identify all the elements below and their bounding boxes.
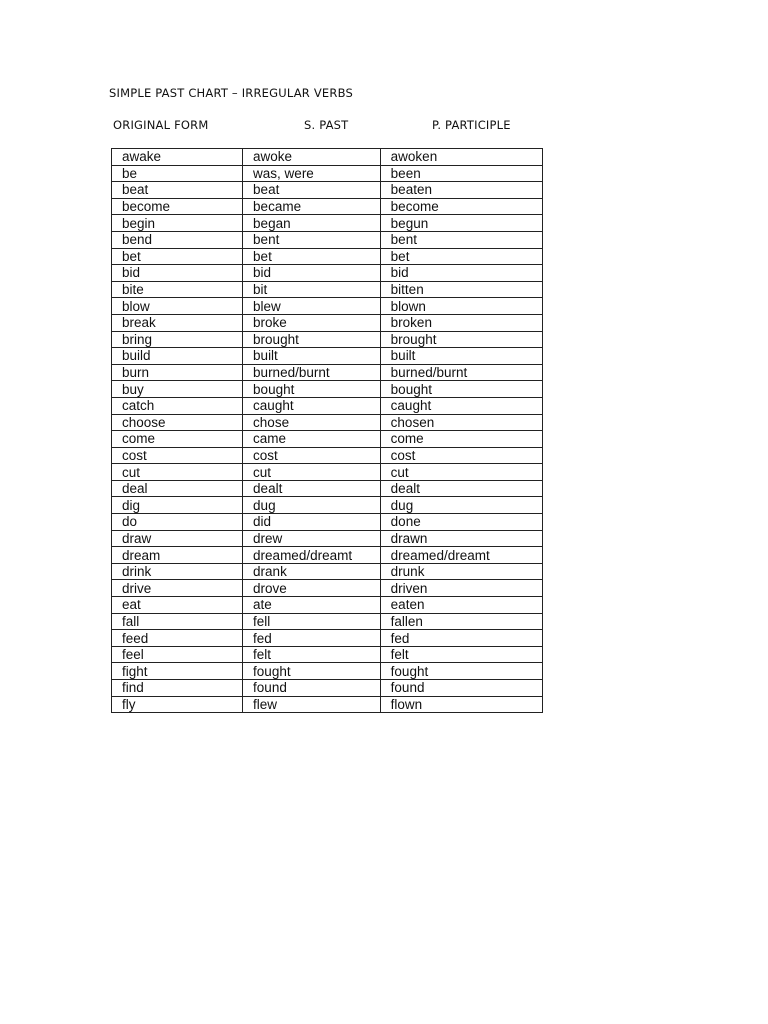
simple-past-cell: awoke xyxy=(243,149,381,166)
past-participle-cell: drunk xyxy=(380,563,542,580)
original-form-cell: drive xyxy=(112,580,243,597)
original-form-cell: blow xyxy=(112,298,243,315)
original-form-cell: find xyxy=(112,680,243,697)
original-form-cell: bid xyxy=(112,265,243,282)
simple-past-cell: drove xyxy=(243,580,381,597)
simple-past-cell: found xyxy=(243,680,381,697)
past-participle-cell: begun xyxy=(380,215,542,232)
past-participle-cell: dug xyxy=(380,497,542,514)
original-form-cell: deal xyxy=(112,480,243,497)
table-row xyxy=(112,381,543,398)
original-form-cell: bet xyxy=(112,248,243,265)
simple-past-cell: became xyxy=(243,198,381,215)
table-row xyxy=(112,414,543,431)
original-form-cell: drink xyxy=(112,563,243,580)
original-form-cell: break xyxy=(112,314,243,331)
table-row xyxy=(112,464,543,481)
original-form-cell: fall xyxy=(112,613,243,630)
simple-past-cell: cost xyxy=(243,447,381,464)
original-form-cell: awake xyxy=(112,149,243,166)
simple-past-cell: fought xyxy=(243,663,381,680)
simple-past-cell: ate xyxy=(243,597,381,614)
simple-past-cell: was, were xyxy=(243,165,381,182)
original-form-cell: cut xyxy=(112,464,243,481)
simple-past-cell: began xyxy=(243,215,381,232)
original-form-cell: buy xyxy=(112,381,243,398)
table-row xyxy=(112,630,543,647)
past-participle-cell: fought xyxy=(380,663,542,680)
past-participle-cell: flown xyxy=(380,696,542,713)
original-form-cell: beat xyxy=(112,182,243,199)
original-form-cell: dig xyxy=(112,497,243,514)
irregular-verbs-table xyxy=(111,148,543,713)
simple-past-cell: brought xyxy=(243,331,381,348)
table-row xyxy=(112,331,543,348)
past-participle-cell: caught xyxy=(380,397,542,414)
simple-past-cell: fed xyxy=(243,630,381,647)
original-form-cell: bend xyxy=(112,231,243,248)
table-row xyxy=(112,480,543,497)
past-participle-cell: been xyxy=(380,165,542,182)
table-row xyxy=(112,314,543,331)
original-form-cell: dream xyxy=(112,547,243,564)
simple-past-cell: drew xyxy=(243,530,381,547)
table-row xyxy=(112,231,543,248)
table-row xyxy=(112,696,543,713)
table-row xyxy=(112,215,543,232)
original-form-cell: choose xyxy=(112,414,243,431)
simple-past-cell: bit xyxy=(243,281,381,298)
simple-past-cell: cut xyxy=(243,464,381,481)
original-form-cell: cost xyxy=(112,447,243,464)
simple-past-cell: drank xyxy=(243,563,381,580)
past-participle-cell: felt xyxy=(380,646,542,663)
table-row xyxy=(112,663,543,680)
original-form-cell: feed xyxy=(112,630,243,647)
table-row xyxy=(112,563,543,580)
table-row xyxy=(112,514,543,531)
simple-past-cell: broke xyxy=(243,314,381,331)
simple-past-cell: fell xyxy=(243,613,381,630)
past-participle-cell: eaten xyxy=(380,597,542,614)
table-row xyxy=(112,646,543,663)
simple-past-cell: bent xyxy=(243,231,381,248)
simple-past-cell: dreamed/dreamt xyxy=(243,547,381,564)
table-row xyxy=(112,265,543,282)
past-participle-cell: bid xyxy=(380,265,542,282)
past-participle-cell: awoken xyxy=(380,149,542,166)
simple-past-cell: bet xyxy=(243,248,381,265)
past-participle-cell: broken xyxy=(380,314,542,331)
header-past-participle: P. PARTICIPLE xyxy=(432,118,511,132)
past-participle-cell: driven xyxy=(380,580,542,597)
past-participle-cell: blown xyxy=(380,298,542,315)
header-simple-past: S. PAST xyxy=(304,118,349,132)
past-participle-cell: fed xyxy=(380,630,542,647)
verb-table-body xyxy=(112,149,543,713)
past-participle-cell: dreamed/dreamt xyxy=(380,547,542,564)
simple-past-cell: did xyxy=(243,514,381,531)
past-participle-cell: beaten xyxy=(380,182,542,199)
original-form-cell: bring xyxy=(112,331,243,348)
original-form-cell: bite xyxy=(112,281,243,298)
past-participle-cell: built xyxy=(380,348,542,365)
original-form-cell: come xyxy=(112,431,243,448)
past-participle-cell: brought xyxy=(380,331,542,348)
simple-past-cell: dealt xyxy=(243,480,381,497)
past-participle-cell: come xyxy=(380,431,542,448)
table-row xyxy=(112,597,543,614)
page-title: SIMPLE PAST CHART – IRREGULAR VERBS xyxy=(109,86,353,100)
original-form-cell: fly xyxy=(112,696,243,713)
past-participle-cell: bought xyxy=(380,381,542,398)
simple-past-cell: came xyxy=(243,431,381,448)
past-participle-cell: dealt xyxy=(380,480,542,497)
past-participle-cell: bent xyxy=(380,231,542,248)
original-form-cell: build xyxy=(112,348,243,365)
simple-past-cell: flew xyxy=(243,696,381,713)
table-row xyxy=(112,298,543,315)
past-participle-cell: found xyxy=(380,680,542,697)
table-row xyxy=(112,547,543,564)
past-participle-cell: fallen xyxy=(380,613,542,630)
simple-past-cell: burned/burnt xyxy=(243,364,381,381)
simple-past-cell: beat xyxy=(243,182,381,199)
table-row xyxy=(112,165,543,182)
past-participle-cell: become xyxy=(380,198,542,215)
simple-past-cell: bought xyxy=(243,381,381,398)
table-row xyxy=(112,680,543,697)
past-participle-cell: bet xyxy=(380,248,542,265)
past-participle-cell: chosen xyxy=(380,414,542,431)
table-row xyxy=(112,397,543,414)
original-form-cell: feel xyxy=(112,646,243,663)
simple-past-cell: blew xyxy=(243,298,381,315)
table-row xyxy=(112,198,543,215)
original-form-cell: begin xyxy=(112,215,243,232)
table-row xyxy=(112,580,543,597)
past-participle-cell: drawn xyxy=(380,530,542,547)
simple-past-cell: caught xyxy=(243,397,381,414)
original-form-cell: fight xyxy=(112,663,243,680)
original-form-cell: become xyxy=(112,198,243,215)
table-row xyxy=(112,447,543,464)
original-form-cell: do xyxy=(112,514,243,531)
table-row xyxy=(112,613,543,630)
table-row xyxy=(112,431,543,448)
original-form-cell: catch xyxy=(112,397,243,414)
past-participle-cell: burned/burnt xyxy=(380,364,542,381)
simple-past-cell: dug xyxy=(243,497,381,514)
simple-past-cell: felt xyxy=(243,646,381,663)
original-form-cell: draw xyxy=(112,530,243,547)
original-form-cell: burn xyxy=(112,364,243,381)
table-row xyxy=(112,497,543,514)
header-original-form: ORIGINAL FORM xyxy=(113,118,209,132)
table-row xyxy=(112,348,543,365)
table-row xyxy=(112,182,543,199)
original-form-cell: be xyxy=(112,165,243,182)
past-participle-cell: done xyxy=(380,514,542,531)
past-participle-cell: cost xyxy=(380,447,542,464)
table-row xyxy=(112,248,543,265)
simple-past-cell: chose xyxy=(243,414,381,431)
past-participle-cell: cut xyxy=(380,464,542,481)
simple-past-cell: bid xyxy=(243,265,381,282)
past-participle-cell: bitten xyxy=(380,281,542,298)
table-row xyxy=(112,364,543,381)
table-row xyxy=(112,149,543,166)
original-form-cell: eat xyxy=(112,597,243,614)
table-row xyxy=(112,530,543,547)
table-row xyxy=(112,281,543,298)
simple-past-cell: built xyxy=(243,348,381,365)
